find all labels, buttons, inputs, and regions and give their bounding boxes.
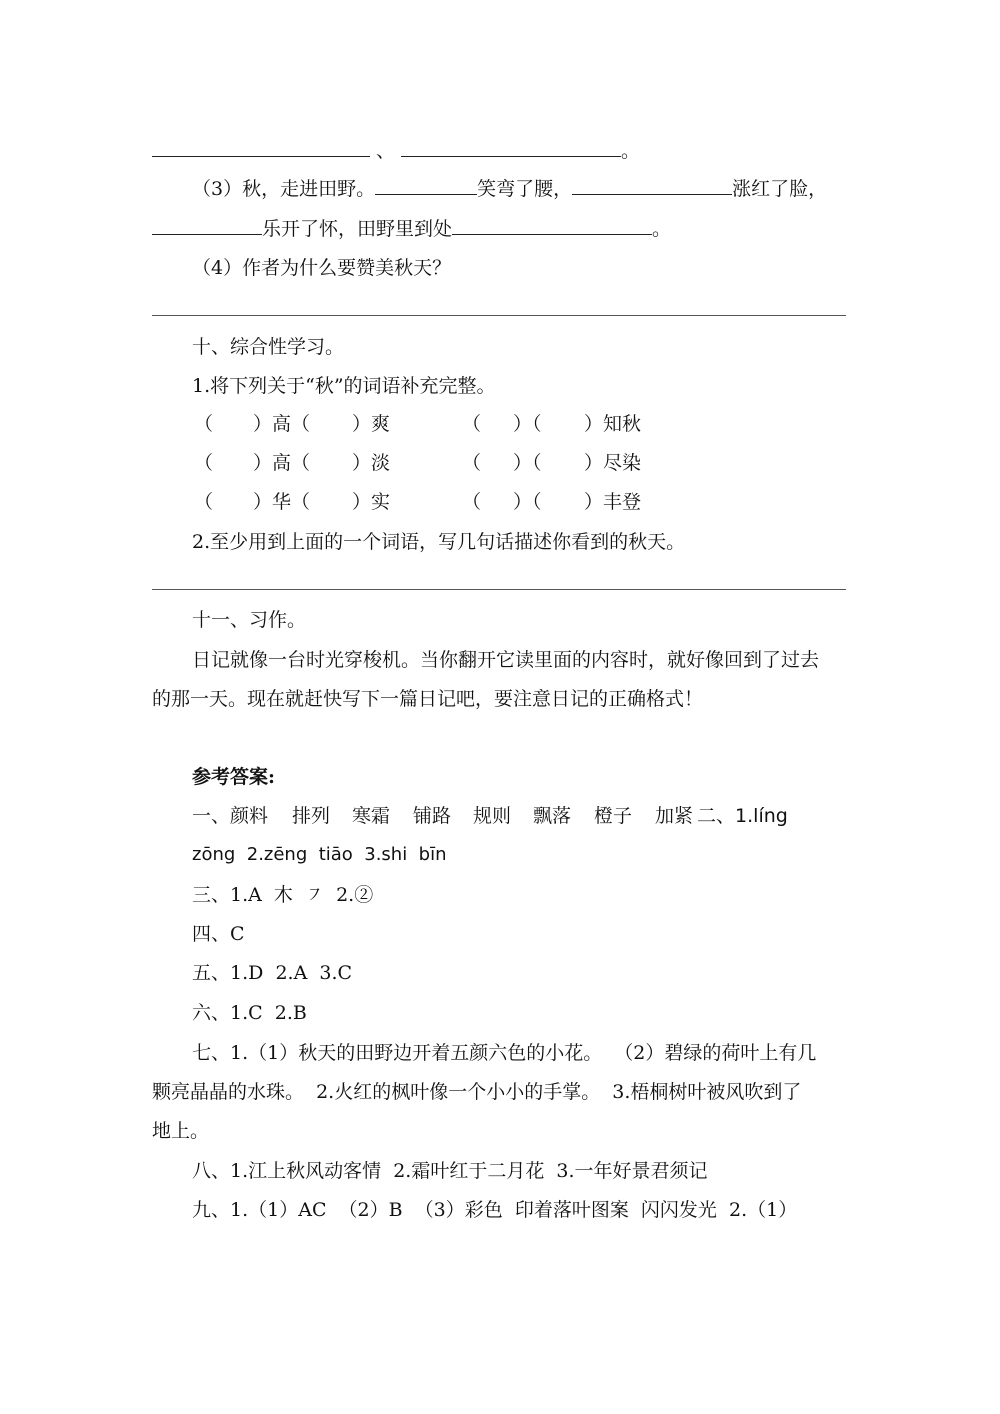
answer-blank[interactable] bbox=[152, 138, 370, 157]
idiom-fragment: （ bbox=[462, 452, 482, 474]
idiom-fragment: ）高（ bbox=[253, 413, 311, 435]
period-mark: 。 bbox=[621, 140, 641, 162]
q11-heading: 十一、习作。 bbox=[192, 609, 307, 631]
answer-7-line: 七、1.（1）秋天的田野边开着五颜六色的小花。 （2）碧绿的荷叶上有几 bbox=[192, 1042, 817, 1064]
idiom-fragment: （ bbox=[194, 413, 214, 435]
separator-mark: 、 bbox=[376, 140, 396, 162]
idiom-fragment: ）实 bbox=[352, 491, 391, 513]
answer-word: 排列 bbox=[292, 805, 331, 827]
answer-9: 九、1.（1）AC （2）B （3）彩色 印着落叶图案 闪闪发光 2.（1） bbox=[192, 1199, 798, 1221]
answer-word: 铺路 bbox=[413, 805, 452, 827]
idiom-fragment: ）（ bbox=[513, 413, 542, 435]
answer-word: 一、颜料 bbox=[192, 805, 269, 827]
answer-4: 四、C bbox=[192, 923, 245, 945]
answer-3: 三、1.A 木 ㇇ 2.② bbox=[192, 884, 374, 906]
answer-line[interactable] bbox=[152, 315, 846, 316]
q10-heading: 十、综合性学习。 bbox=[192, 336, 345, 358]
q9-item3-text: （3）秋，走进田野。 bbox=[192, 178, 376, 200]
q9-item4: （4）作者为什么要赞美秋天？ bbox=[192, 257, 452, 279]
idiom-fragment: ）淡 bbox=[352, 452, 391, 474]
answer-word: 规则 bbox=[473, 805, 512, 827]
q11-paragraph-line: 日记就像一台时光穿梭机。当你翻开它读里面的内容时，就好像回到了过去 bbox=[192, 649, 820, 671]
idiom-fragment: ）（ bbox=[513, 452, 542, 474]
answer-1-line2: zōng 2.zēng tiāo 3.shi bīn bbox=[192, 844, 447, 865]
q10-item1: 1.将下列关于“秋”的词语补充完整。 bbox=[192, 375, 496, 397]
answers-heading: 参考答案: bbox=[192, 766, 276, 788]
answer-line[interactable] bbox=[152, 589, 846, 590]
q9-item3-line1 bbox=[192, 176, 827, 202]
q9-item3-line2 bbox=[152, 216, 671, 242]
answer-8: 八、1.江上秋风动客情 2.霜叶红于二月花 3.一年好景君须记 bbox=[192, 1160, 708, 1182]
answer-blank[interactable] bbox=[152, 216, 262, 235]
answer-word: 飘落 bbox=[533, 805, 572, 827]
idiom-fragment: ）（ bbox=[513, 491, 542, 513]
idiom-fragment: （ bbox=[194, 491, 214, 513]
answer-7-line: 颗亮晶晶的水珠。 2.火红的枫叶像一个小小的手掌。 3.梧桐树叶被风吹到了 bbox=[152, 1081, 802, 1103]
answer-blank[interactable] bbox=[401, 138, 621, 157]
q11-paragraph-line: 的那一天。现在就赶快写下一篇日记吧，要注意日记的正确格式！ bbox=[152, 688, 704, 710]
answer-6: 六、1.C 2.B bbox=[192, 1002, 307, 1024]
q9-line1 bbox=[152, 138, 640, 164]
period-mark: 。 bbox=[652, 218, 672, 240]
idiom-fragment: ）高（ bbox=[253, 452, 311, 474]
answer-5: 五、1.D 2.A 3.C bbox=[192, 962, 353, 984]
q9-item3-text: 笑弯了腰， bbox=[477, 178, 573, 200]
answer-blank[interactable] bbox=[375, 176, 477, 195]
idiom-fragment: （ bbox=[194, 452, 214, 474]
idiom-fragment: ）爽 bbox=[352, 413, 391, 435]
idiom-fragment: ）华（ bbox=[253, 491, 311, 513]
answer-blank[interactable] bbox=[572, 176, 732, 195]
answer-word: 寒霜 bbox=[352, 805, 391, 827]
q9-item3-text: 涨红了脸， bbox=[732, 178, 828, 200]
answer-7-line: 地上。 bbox=[152, 1120, 210, 1142]
answer-word: 加紧 二、1.líng bbox=[655, 805, 788, 827]
idiom-fragment: ）知秋 bbox=[584, 413, 642, 435]
idiom-fragment: ）尽染 bbox=[584, 452, 642, 474]
answer-blank[interactable] bbox=[452, 216, 652, 235]
idiom-fragment: （ bbox=[462, 491, 482, 513]
q9-item3-text: 乐开了怀，田野里到处 bbox=[262, 218, 453, 240]
idiom-fragment: ）丰登 bbox=[584, 491, 642, 513]
answer-word: 橙子 bbox=[594, 805, 633, 827]
q10-item2: 2.至少用到上面的一个词语，写几句话描述你看到的秋天。 bbox=[192, 531, 686, 553]
idiom-fragment: （ bbox=[462, 413, 482, 435]
